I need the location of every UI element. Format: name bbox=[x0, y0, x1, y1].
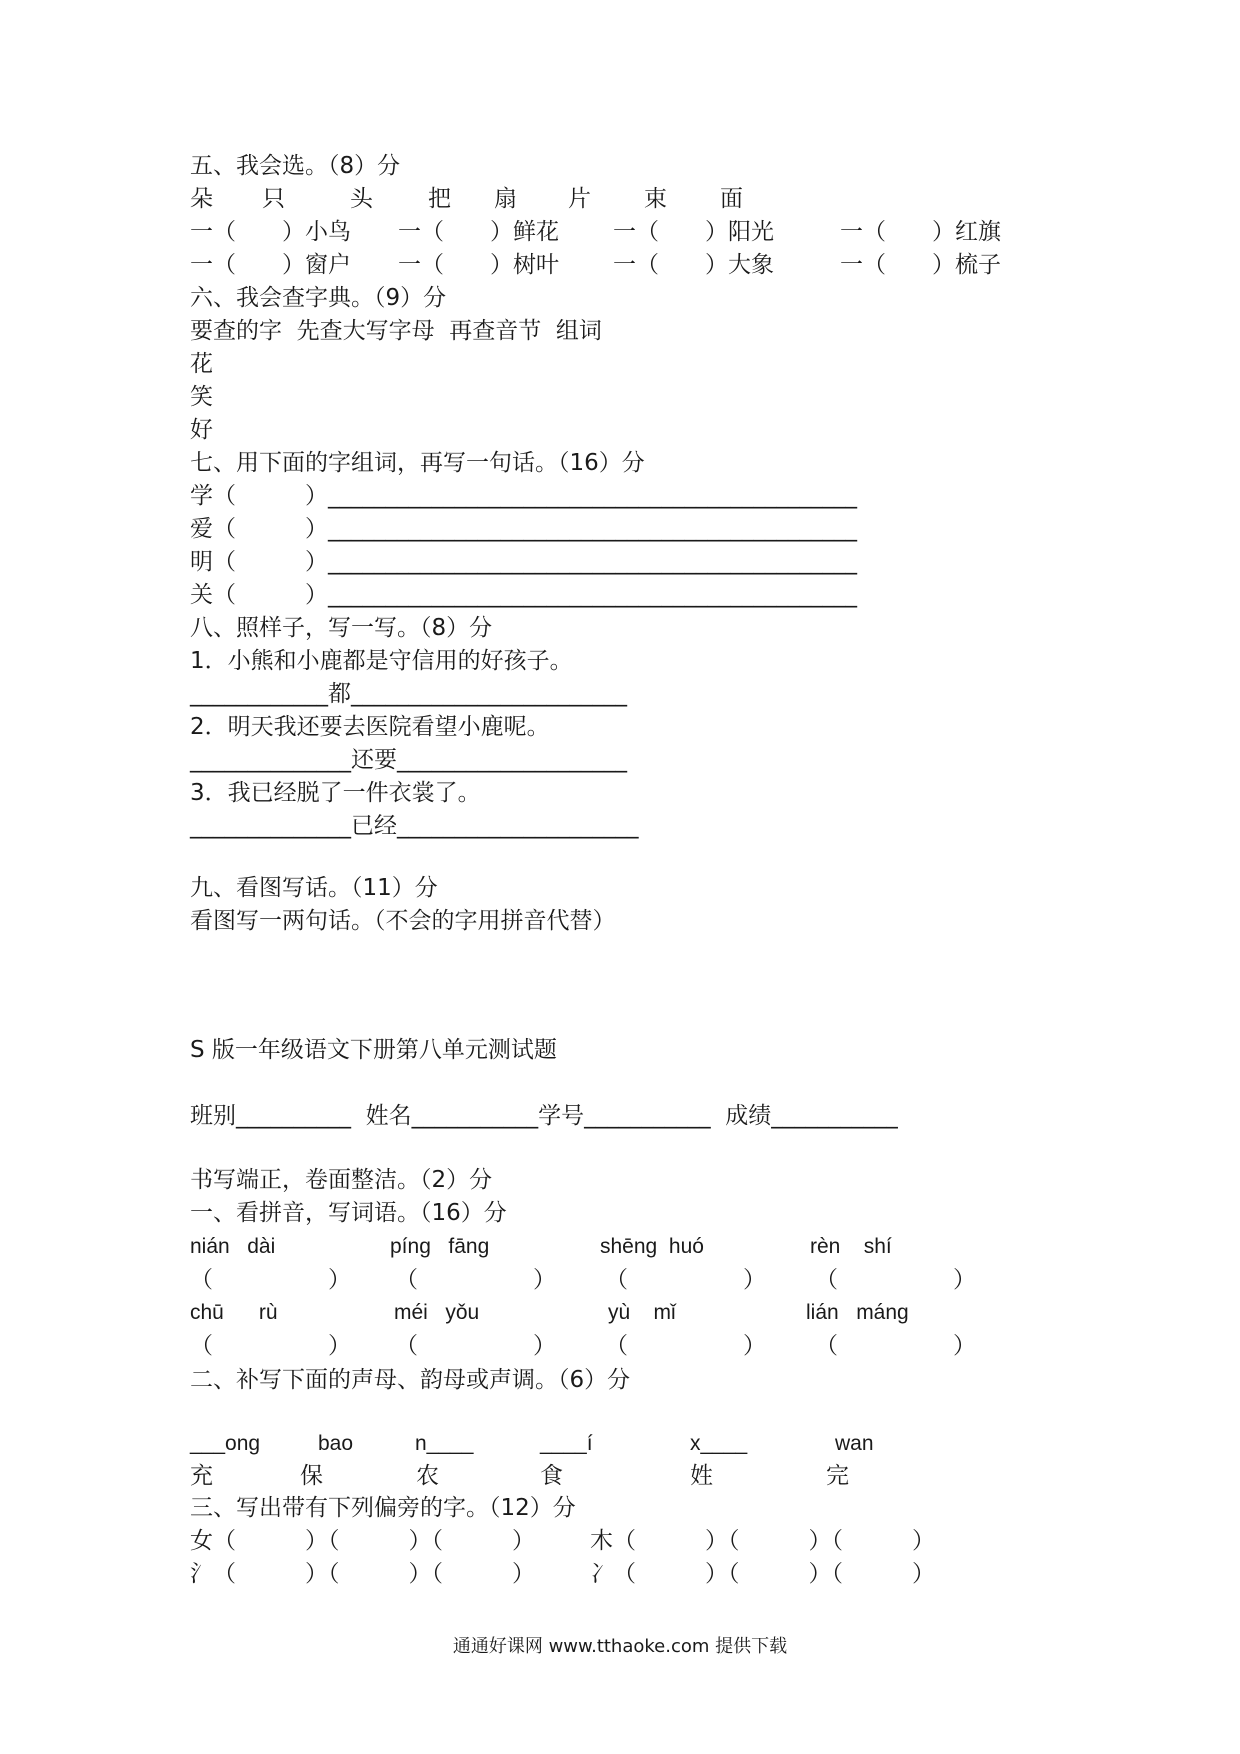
neatness-note: 书写端正，卷面整洁。（2）分 bbox=[190, 1167, 493, 1193]
picture-writing-instruction: 看图写一两句话。（不会的字用拼音代替） bbox=[190, 908, 616, 934]
test-section-2-heading: 二、补写下面的声母、韵母或声调。（6）分 bbox=[190, 1367, 631, 1393]
answer-bracket: （ ） bbox=[815, 1333, 976, 1359]
radical-row: 氵（ ）（ ）（ ） bbox=[190, 1561, 535, 1587]
word-sentence-line: 爱（ ）______________________________________________ bbox=[190, 516, 857, 542]
answer-bracket: （ ） bbox=[190, 1333, 351, 1359]
section-9-heading: 九、看图写话。（11）分 bbox=[190, 875, 438, 901]
pinyin-blank: wan bbox=[835, 1432, 874, 1455]
pinyin-blank: n____ bbox=[415, 1432, 474, 1455]
dictionary-char: 好 bbox=[190, 417, 213, 443]
pinyin-word: rèn shí bbox=[810, 1235, 892, 1258]
measure-word: 头 bbox=[350, 186, 373, 212]
measure-word: 朵 bbox=[190, 186, 213, 212]
answer-blank-line: ____________都________________________ bbox=[190, 681, 627, 707]
student-info-line: 班别__________ 姓名___________学号___________ 成绩___________ bbox=[190, 1103, 898, 1129]
answer-bracket: （ ） bbox=[605, 1333, 766, 1359]
pinyin-word: lián máng bbox=[806, 1301, 909, 1324]
hanzi-char: 保 bbox=[300, 1463, 323, 1489]
pinyin-blank: bao bbox=[318, 1432, 354, 1455]
fill-item: 一（ ）红旗 bbox=[840, 219, 1001, 245]
fill-item: 一（ ）窗户 bbox=[190, 252, 351, 278]
measure-word: 只 bbox=[262, 186, 285, 212]
answer-blank-line: ______________还要____________________ bbox=[190, 747, 627, 773]
section-7-heading: 七、用下面的字组词，再写一句话。（16）分 bbox=[190, 450, 645, 476]
answer-bracket: （ ） bbox=[190, 1267, 351, 1293]
answer-bracket: （ ） bbox=[815, 1267, 976, 1293]
section-5-heading: 五、我会选。（8）分 bbox=[190, 153, 401, 179]
answer-bracket: （ ） bbox=[605, 1267, 766, 1293]
hanzi-char: 食 bbox=[540, 1463, 563, 1489]
measure-word: 把 bbox=[428, 186, 451, 212]
section-6-heading: 六、我会查字典。（9）分 bbox=[190, 285, 447, 311]
pinyin-word: nián dài bbox=[190, 1235, 276, 1258]
fill-item: 一（ ）梳子 bbox=[840, 252, 1001, 278]
measure-word: 扇 bbox=[494, 186, 517, 212]
fill-item: 一（ ）树叶 bbox=[398, 252, 559, 278]
example-sentence: 1．小熊和小鹿都是守信用的好孩子。 bbox=[190, 648, 573, 674]
answer-bracket: （ ） bbox=[395, 1267, 556, 1293]
test-section-3-heading: 三、写出带有下列偏旁的字。（12）分 bbox=[190, 1495, 576, 1521]
pinyin-blank: x____ bbox=[690, 1432, 748, 1455]
pinyin-word: shēng huó bbox=[600, 1235, 704, 1258]
measure-word: 片 bbox=[568, 186, 591, 212]
dictionary-columns: 要查的字 先查大写字母 再查音节 组词 bbox=[190, 318, 602, 344]
dictionary-char: 笑 bbox=[190, 384, 213, 410]
dictionary-char: 花 bbox=[190, 351, 213, 377]
example-sentence: 2．明天我还要去医院看望小鹿呢。 bbox=[190, 714, 550, 740]
word-sentence-line: 明（ ）______________________________________________ bbox=[190, 549, 857, 575]
hanzi-char: 姓 bbox=[690, 1463, 713, 1489]
radical-row: 女（ ）（ ）（ ） bbox=[190, 1528, 535, 1554]
word-sentence-line: 关（ ）______________________________________________ bbox=[190, 582, 857, 608]
pinyin-word: méi yǒu bbox=[394, 1301, 480, 1324]
hanzi-char: 完 bbox=[826, 1463, 849, 1489]
radical-row: 冫（ ）（ ）（ ） bbox=[590, 1561, 935, 1587]
fill-item: 一（ ）阳光 bbox=[613, 219, 774, 245]
pinyin-blank: ____í bbox=[540, 1432, 593, 1455]
test-title: S 版一年级语文下册第八单元测试题 bbox=[190, 1037, 557, 1063]
pinyin-blank: ___ong bbox=[190, 1432, 261, 1455]
pinyin-word: píng fāng bbox=[390, 1235, 490, 1258]
hanzi-char: 农 bbox=[416, 1463, 439, 1489]
fill-item: 一（ ）鲜花 bbox=[398, 219, 559, 245]
fill-item: 一（ ）小鸟 bbox=[190, 219, 351, 245]
measure-word: 面 bbox=[720, 186, 743, 212]
page-footer: 通通好课网 www.tthaoke.com 提供下载 bbox=[452, 1636, 788, 1657]
section-8-heading: 八、照样子，写一写。（8）分 bbox=[190, 615, 493, 641]
pinyin-word: chū rù bbox=[190, 1301, 278, 1324]
test-section-1-heading: 一、看拼音，写词语。（16）分 bbox=[190, 1200, 507, 1226]
radical-row: 木（ ）（ ）（ ） bbox=[590, 1528, 935, 1554]
measure-word: 束 bbox=[644, 186, 667, 212]
answer-bracket: （ ） bbox=[395, 1333, 556, 1359]
answer-blank-line: ______________已经_____________________ bbox=[190, 813, 639, 839]
word-sentence-line: 学（ ）______________________________________________ bbox=[190, 483, 857, 509]
hanzi-char: 充 bbox=[190, 1463, 213, 1489]
example-sentence: 3．我已经脱了一件衣裳了。 bbox=[190, 780, 481, 806]
fill-item: 一（ ）大象 bbox=[613, 252, 774, 278]
pinyin-word: yù mǐ bbox=[608, 1301, 676, 1324]
